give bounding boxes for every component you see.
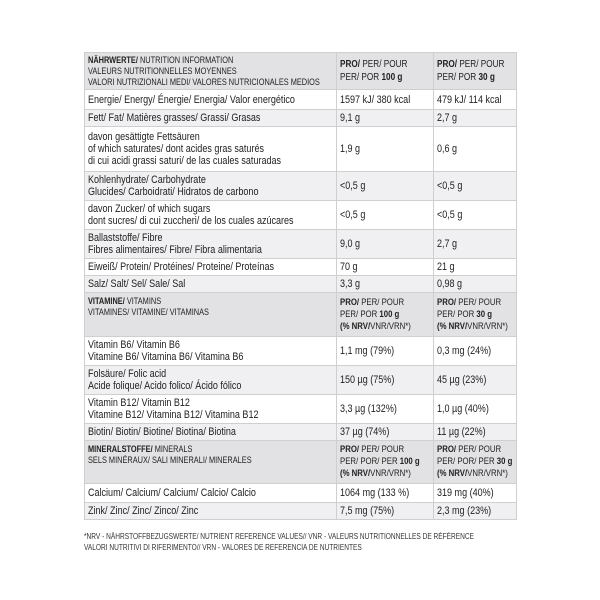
- nutrition-header-per100: [337, 53, 434, 90]
- nutrition-table: [84, 52, 517, 520]
- nutrition-row-sugars: [85, 201, 517, 230]
- nutrition-header-per100-line2: PER/ POR: [340, 72, 380, 83]
- mineral-row-per30: [434, 484, 517, 503]
- row-value-text: 9,0 g: [340, 238, 361, 250]
- row-label-text-3: di cui acidi grassi saturi/ de las cuales saturadas: [88, 155, 282, 167]
- vitamin-row-per30: [434, 395, 517, 424]
- vitamins-header-row: [85, 293, 517, 337]
- row-value-text: 45 µg (23%): [437, 374, 487, 386]
- minerals-header-label: [85, 441, 337, 484]
- row-value-text: 0,6 g: [437, 143, 458, 155]
- row-value-text: 2,7 g: [437, 112, 458, 124]
- minerals-header-per100: [337, 441, 434, 484]
- minerals-header-per30-line2: PER/ POR/ PER: [437, 456, 495, 467]
- nutrition-header-bold: NÄHRWERTE/: [88, 54, 138, 65]
- row-value-text: 37 µg (74%): [340, 426, 390, 438]
- vitamins-header-per100-bold: PRO/: [340, 296, 360, 308]
- nutrition-row-label: [85, 201, 337, 230]
- footnote: [84, 531, 516, 553]
- row-value-text: <0,5 g: [437, 180, 463, 192]
- vitamin-row-per100: [337, 395, 434, 424]
- row-value-text: 3,3 g: [340, 278, 361, 290]
- row-label-text: Fett/ Fat/ Matières grasses/ Grassi/ Grasas: [88, 112, 261, 124]
- nutrition-row-per100: [337, 201, 434, 230]
- nutrition-header-row: [85, 53, 517, 90]
- row-label-text: davon Zucker/ of which sugars: [88, 203, 211, 215]
- row-label-text-2: Acide folique/ Acido folico/ Ácido fólico: [88, 380, 242, 392]
- vitamins-header-per100-line2: PER/ POR: [340, 308, 378, 320]
- nutrition-row-per100: [337, 172, 434, 201]
- vitamin-row-label: [85, 424, 337, 441]
- row-label-text: Vitamin B6/ Vitamin B6: [88, 339, 180, 351]
- nutrition-row-carbohydrate: [85, 172, 517, 201]
- minerals-header-per100-rest: PER/ POUR: [359, 444, 405, 455]
- nutrition-row-per30: [434, 276, 517, 293]
- mineral-row-calcium: [85, 484, 517, 503]
- minerals-header-per100-amount: 100 g: [399, 456, 420, 467]
- row-value-text: 1064 mg (133 %): [340, 487, 410, 499]
- minerals-header-row: [85, 441, 517, 484]
- row-value-text: 7,5 mg (75%): [340, 505, 395, 517]
- nutrition-row-per30: [434, 259, 517, 276]
- nutrition-row-saturates: [85, 127, 517, 172]
- vitamins-header-per30-nrv: (% NRV/: [437, 320, 468, 332]
- vitamins-header-per30-bold: PRO/: [437, 296, 457, 308]
- row-value-text: <0,5 g: [340, 180, 366, 192]
- row-label-text: davon gesättigte Fettsäuren: [88, 131, 200, 143]
- minerals-header-per30: [434, 441, 517, 484]
- mineral-row-label: [85, 503, 337, 520]
- vitamin-row-label: [85, 395, 337, 424]
- mineral-row-per100: [337, 503, 434, 520]
- row-label-text-2: Vitamine B6/ Vitamina B6/ Vitamina B6: [88, 351, 244, 363]
- nutrition-header-per100-bold: PRO/: [340, 59, 361, 70]
- row-label-text-2: Vitamine B12/ Vitamina B12/ Vitamina B12: [88, 409, 259, 421]
- row-label-text: Zink/ Zinc/ Zinc/ Zinco/ Zinc: [88, 505, 199, 517]
- nutrition-table-panel: [84, 52, 516, 520]
- row-label-text: Energie/ Energy/ Énergie/ Energia/ Valor energético: [88, 93, 295, 106]
- nutrition-row-label: [85, 172, 337, 201]
- vitamins-header-per30-rest: PER/ POUR: [456, 296, 502, 308]
- nutrition-row-protein: [85, 259, 517, 276]
- row-value-text: 1,1 mg (79%): [340, 345, 395, 357]
- vitamins-header-line2: VITAMINES/ VITAMINE/ VITAMINAS: [88, 307, 209, 317]
- nutrition-row-label: [85, 230, 337, 259]
- nutrition-header-per100-rest: PER/ POUR: [360, 59, 408, 70]
- nutrition-row-fibre: [85, 230, 517, 259]
- row-label-text-2: Fibres alimentaires/ Fibre/ Fibra alimentaria: [88, 244, 262, 256]
- vitamins-header-per100-rest: PER/ POUR: [359, 296, 405, 308]
- nutrition-header-per100-amount: 100 g: [381, 72, 403, 83]
- nutrition-row-per30: [434, 90, 517, 110]
- row-label-text: Calcium/ Calcium/ Calcium/ Calcio/ Calcio: [88, 487, 256, 499]
- vitamins-header-per100-nrv-rest: VNR/VRN*): [370, 320, 411, 332]
- row-value-text: 2,3 mg (23%): [437, 505, 492, 517]
- nutrition-header-line3: VALORI NUTRIZIONALI MEDI/ VALORES NUTRICIONALES MEDIOS: [88, 76, 320, 87]
- vitamins-header-per30-amount: 30 g: [476, 308, 492, 320]
- row-value-text: 319 mg (40%): [437, 487, 494, 499]
- minerals-header-per100-nrv-rest: VNR/VRN*): [370, 468, 411, 479]
- nutrition-row-label: [85, 127, 337, 172]
- row-label-text: Salz/ Salt/ Sel/ Sale/ Sal: [88, 278, 186, 290]
- minerals-header-rest: MINERALS: [152, 444, 193, 454]
- vitamin-row-biotin: [85, 424, 517, 441]
- nutrition-row-per100: [337, 127, 434, 172]
- vitamin-row-b12: [85, 395, 517, 424]
- nutrition-row-per30: [434, 230, 517, 259]
- mineral-row-per100: [337, 484, 434, 503]
- minerals-header-per30-nrv-rest: VNR/VRN*): [467, 468, 508, 479]
- vitamin-row-per100: [337, 424, 434, 441]
- nutrition-row-per30: [434, 110, 517, 127]
- row-value-text: 2,7 g: [437, 238, 458, 250]
- row-value-text: 0,98 g: [437, 278, 463, 290]
- footnote-line-1: *NRV - NÄHRSTOFFBEZUGSWERTE/ NUTRIENT REFERENCE VALUES// VNR - VALEURS NUTRITIONNELLES DE RÉFÉRENCE: [84, 532, 475, 541]
- nutrition-row-per100: [337, 230, 434, 259]
- nutrition-row-per30: [434, 127, 517, 172]
- minerals-header-line2: SELS MINÉRAUX/ SALI MINERALI/ MINERALES: [88, 455, 252, 465]
- nutrition-row-label: [85, 90, 337, 110]
- row-value-text: 1,0 µg (40%): [437, 403, 489, 415]
- nutrition-row-salt: [85, 276, 517, 293]
- nutrition-row-fat: [85, 110, 517, 127]
- vitamins-header-label: [85, 293, 337, 337]
- minerals-header-per30-rest: PER/ POUR: [456, 444, 502, 455]
- row-value-text: 150 µg (75%): [340, 374, 395, 386]
- vitamins-header-per30: [434, 293, 517, 337]
- vitamin-row-folic-acid: [85, 366, 517, 395]
- vitamins-header-per100: [337, 293, 434, 337]
- row-value-text: 3,3 µg (132%): [340, 403, 397, 415]
- row-value-text: <0,5 g: [437, 209, 463, 221]
- row-label-text-2: of which saturates/ dont acides gras saturés: [88, 143, 264, 155]
- nutrition-row-per30: [434, 201, 517, 230]
- nutrition-row-energy: [85, 90, 517, 110]
- vitamin-row-b6: [85, 337, 517, 366]
- vitamin-row-per100: [337, 366, 434, 395]
- minerals-header-per30-nrv: (% NRV/: [437, 468, 468, 479]
- nutrition-header-per30-bold: PRO/: [437, 59, 458, 70]
- row-value-text: 11 µg (22%): [437, 426, 486, 438]
- minerals-header-per100-bold: PRO/: [340, 444, 360, 455]
- nutrition-row-per100: [337, 259, 434, 276]
- nutrition-header-line2: VALEURS NUTRITIONNELLES MOYENNES: [88, 65, 237, 76]
- nutrition-header-per30: [434, 53, 517, 90]
- nutrition-header-per30-line2: PER/ POR: [437, 72, 477, 83]
- nutrition-header-rest: NUTRITION INFORMATION: [137, 54, 234, 65]
- vitamin-row-label: [85, 366, 337, 395]
- row-value-text: 479 kJ/ 114 kcal: [437, 93, 502, 106]
- vitamin-row-label: [85, 337, 337, 366]
- vitamins-header-per30-line2: PER/ POR: [437, 308, 475, 320]
- minerals-header-bold: MINERALSTOFFE/: [88, 444, 153, 454]
- row-label-text-2: dont sucres/ di cui zuccheri/ de los cuales azúcares: [88, 215, 294, 227]
- nutrition-row-label: [85, 259, 337, 276]
- nutrition-row-per100: [337, 90, 434, 110]
- row-value-text: 21 g: [437, 261, 455, 273]
- nutrition-header-per30-rest: PER/ POUR: [457, 59, 505, 70]
- minerals-header-per30-bold: PRO/: [437, 444, 457, 455]
- mineral-row-per30: [434, 503, 517, 520]
- row-label-text: Kohlenhydrate/ Carbohydrate: [88, 174, 206, 186]
- vitamin-row-per30: [434, 337, 517, 366]
- mineral-row-label: [85, 484, 337, 503]
- row-label-text: Ballaststoffe/ Fibre: [88, 232, 163, 244]
- vitamins-header-bold: VITAMINE/: [88, 296, 125, 306]
- row-label-text: Biotin/ Biotin/ Biotine/ Biotina/ Biotina: [88, 426, 236, 438]
- vitamins-header-per30-nrv-rest: VNR/VRN*): [467, 320, 508, 332]
- nutrition-header-label: [85, 53, 337, 90]
- footnote-line-2: VALORI NUTRITIVI DI RIFERIMENTO// VRN - VALORES DE REFERENCIA DE NUTRIENTES: [84, 543, 362, 552]
- vitamins-header-per100-nrv: (% NRV/: [340, 320, 371, 332]
- minerals-header-per100-nrv: (% NRV/: [340, 468, 371, 479]
- nutrition-row-per100: [337, 276, 434, 293]
- nutrition-row-per30: [434, 172, 517, 201]
- row-label-text: Eiweiß/ Protein/ Protéines/ Proteine/ Proteínas: [88, 261, 275, 273]
- row-value-text: 1,9 g: [340, 143, 361, 155]
- row-value-text: 1597 kJ/ 380 kcal: [340, 93, 411, 106]
- row-label-text: Folsäure/ Folic acid: [88, 368, 167, 380]
- nutrition-header-per30-amount: 30 g: [478, 72, 495, 83]
- vitamins-header-rest: VITAMINS: [124, 296, 162, 306]
- row-value-text: 70 g: [340, 261, 358, 273]
- mineral-row-zinc: [85, 503, 517, 520]
- row-label-text: Vitamin B12/ Vitamin B12: [88, 397, 190, 409]
- vitamin-row-per30: [434, 366, 517, 395]
- row-value-text: 9,1 g: [340, 112, 361, 124]
- row-label-text-2: Glucides/ Carboidrati/ Hidratos de carbono: [88, 186, 259, 198]
- vitamin-row-per30: [434, 424, 517, 441]
- vitamin-row-per100: [337, 337, 434, 366]
- row-value-text: 0,3 mg (24%): [437, 345, 492, 357]
- nutrition-row-label: [85, 110, 337, 127]
- nutrition-row-label: [85, 276, 337, 293]
- minerals-header-per100-line2: PER/ POR/ PER: [340, 456, 398, 467]
- vitamins-header-per100-amount: 100 g: [379, 308, 400, 320]
- minerals-header-per30-amount: 30 g: [496, 456, 513, 467]
- nutrition-row-per100: [337, 110, 434, 127]
- row-value-text: <0,5 g: [340, 209, 366, 221]
